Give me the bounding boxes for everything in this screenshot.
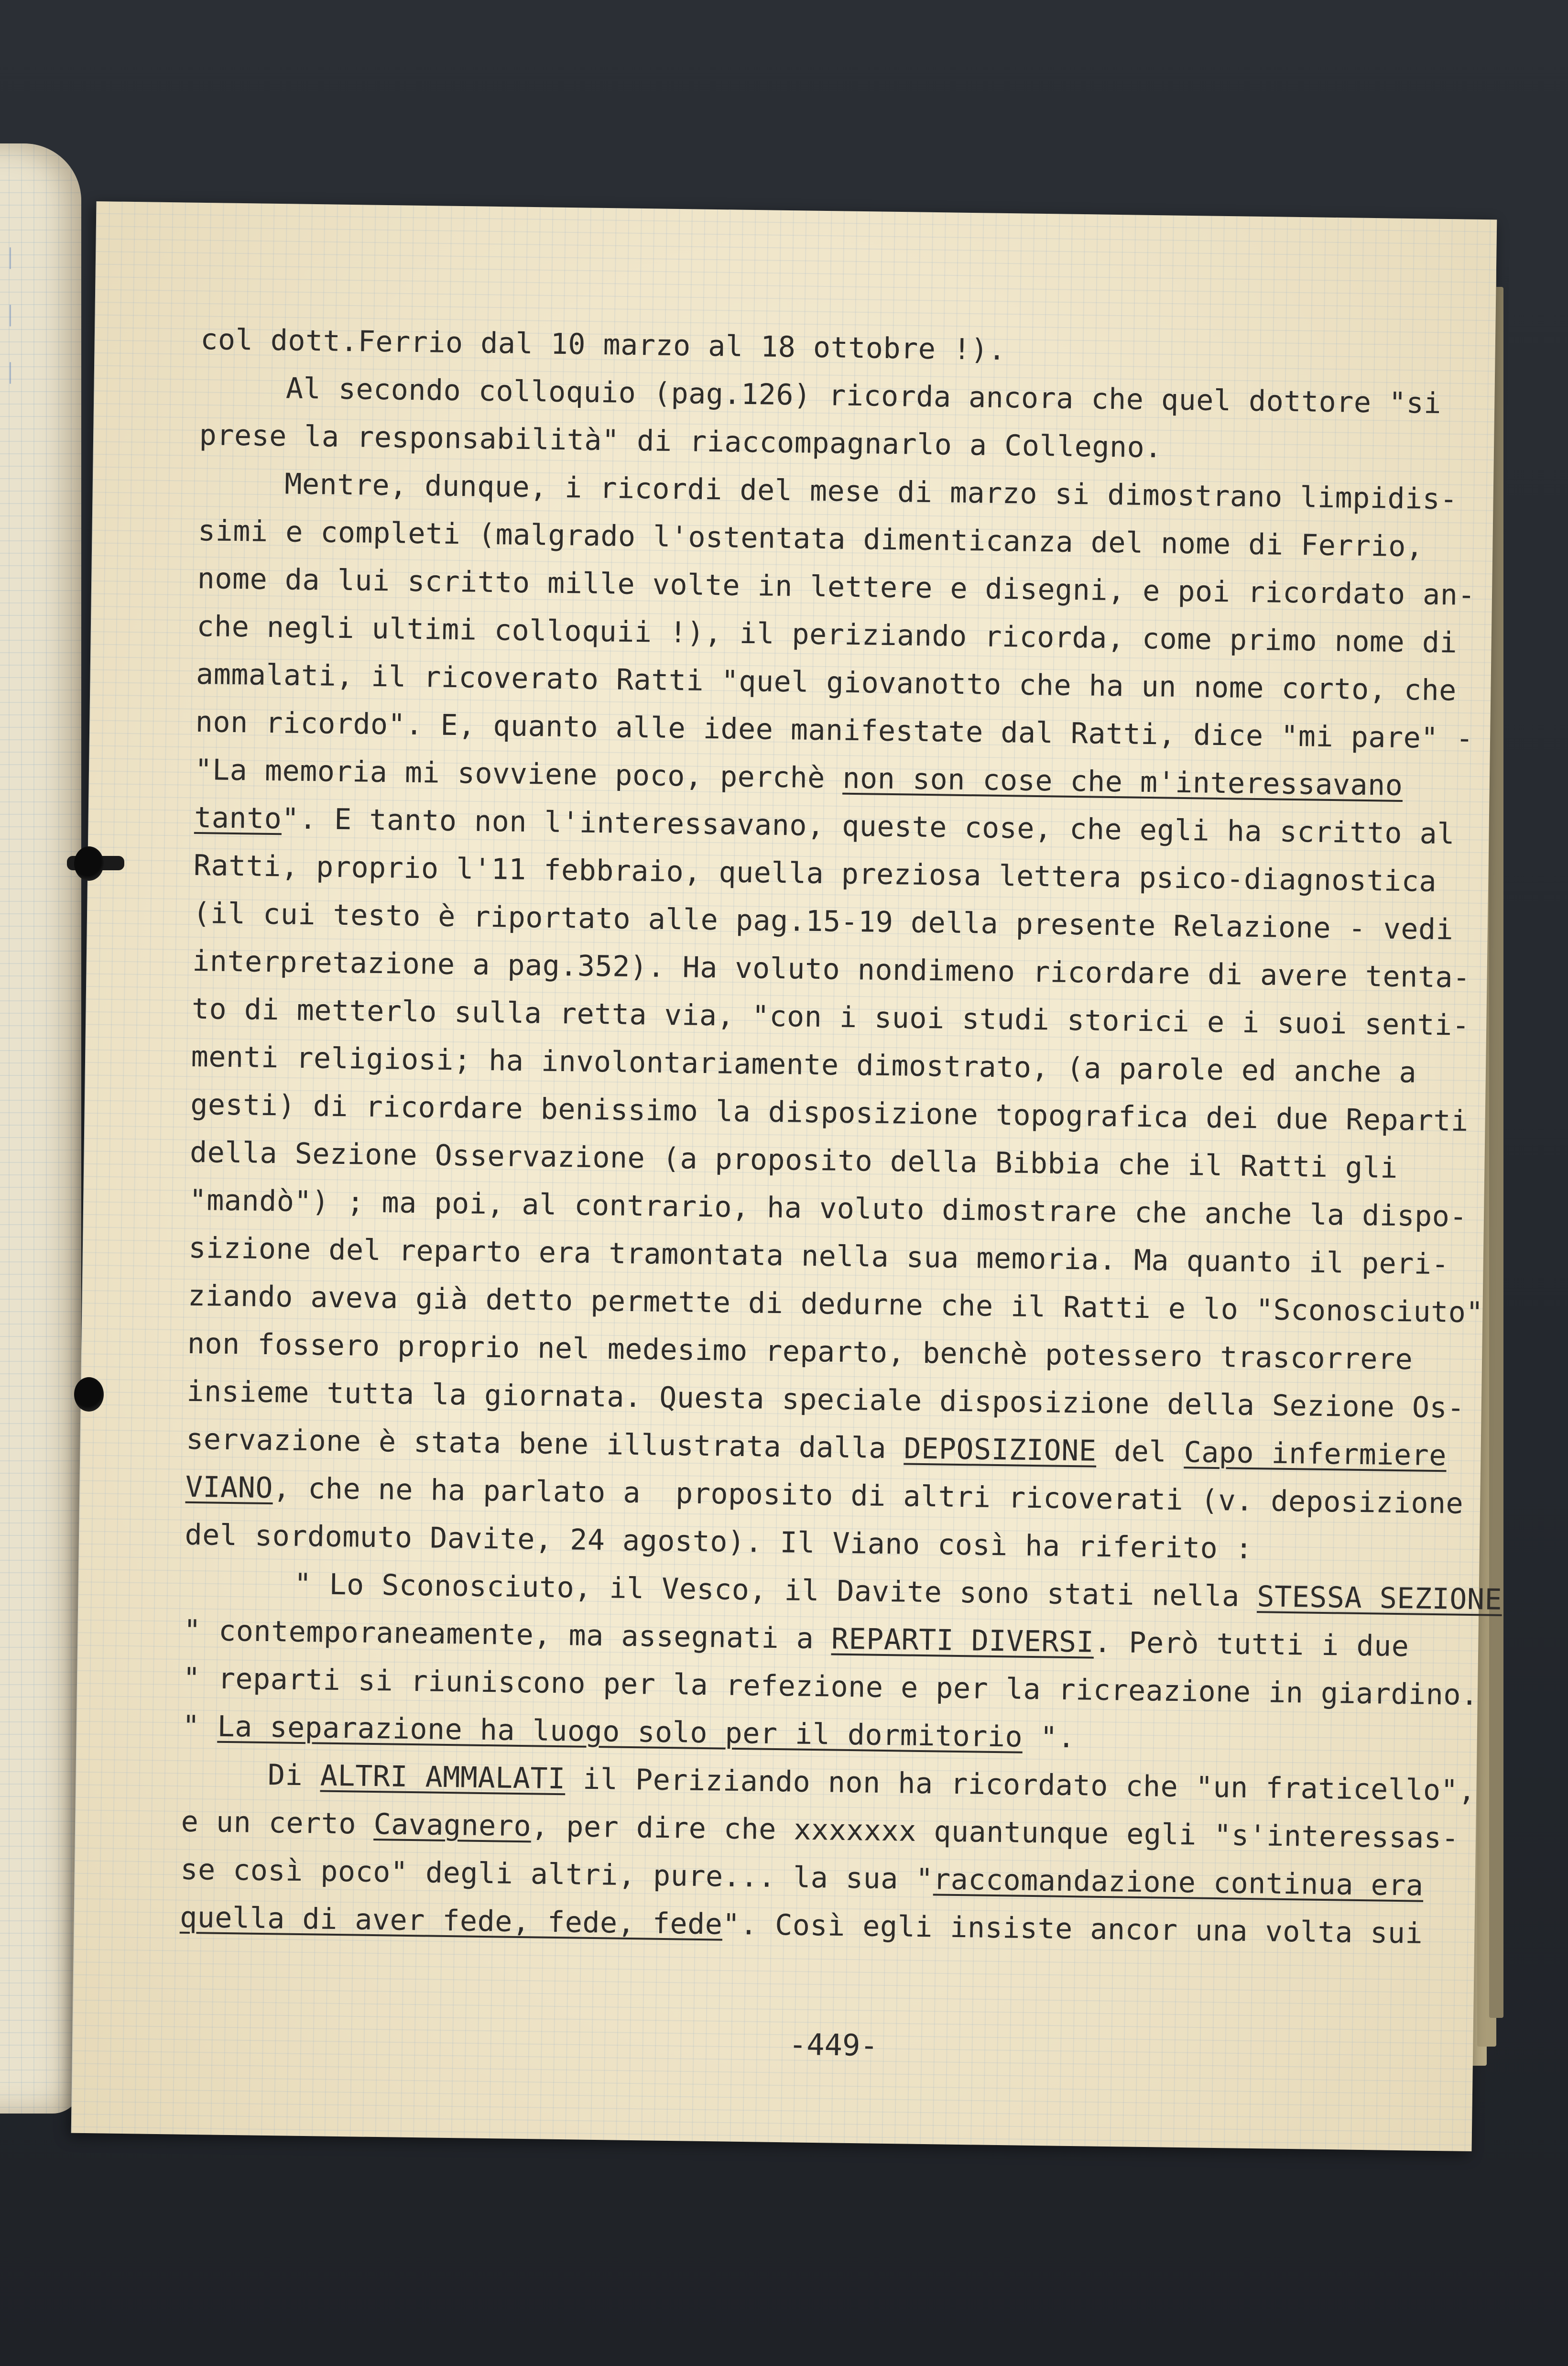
text-segment: gesti) di ricordare benissimo la disposizione topografica dei due Reparti <box>190 1087 1469 1138</box>
text-segment: non ricordo". E, quanto alle idee manifestate dal Ratti, dice "mi pare" - <box>195 705 1474 756</box>
underlined-text: quella di aver fede, fede, fede <box>179 1900 723 1941</box>
underlined-text: La separazione ha luogo solo per il dormitorio <box>217 1709 1023 1754</box>
underlined-text: ALTRI AMMALATI <box>320 1759 566 1796</box>
text-segment: insieme tutta la giornata. Questa speciale disposizione della Sezione Os- <box>186 1374 1465 1425</box>
text-segment: ". E tanto non l'interessavano, queste cose, che egli ha scritto al <box>281 802 1455 851</box>
text-segment: ziando aveva già detto permette di dedurne che il Ratti e lo "Sconosciuto" <box>187 1279 1484 1330</box>
text-segment: " <box>182 1709 218 1743</box>
text-segment: menti religiosi; ha involontariamente dimostrato, (a parole ed anche a <box>191 1040 1417 1090</box>
text-segment: Di <box>267 1758 321 1793</box>
text-segment: (il cui testo è riportato alle pag.15-19 della presente Relazione - vedi <box>193 896 1454 947</box>
underlined-text: non son cose che m'interessavano <box>842 761 1403 802</box>
text-segment: Ratti, proprio l'11 febbraio, quella preziosa lettera psico-diagnostica <box>193 848 1437 898</box>
text-segment: e un certo <box>181 1805 374 1841</box>
text-segment: . Però tutti i due <box>1093 1625 1409 1664</box>
text-segment: servazione è stata bene illustrata dalla <box>185 1422 904 1466</box>
left-page-mark: │ <box>5 305 16 326</box>
text-segment: ". <box>1022 1720 1076 1755</box>
text-segment: " reparti si riuniscono per la refezione e per la ricreazione in giardino. <box>183 1661 1479 1712</box>
underlined-text: raccomandazione continua era <box>933 1862 1424 1903</box>
text-segment: Al secondo colloquio (pag.126) ricorda ancora che quel dottore "si <box>285 372 1442 420</box>
text-segment: "La memoria mi sovviene poco, perchè <box>195 753 843 795</box>
text-segment: ammalati, il ricoverato Ratti "quel giovanotto che ha un nome corto, che <box>196 657 1457 708</box>
text-segment: col dott.Ferrio dal 10 marzo al 18 ottobre !). <box>200 322 1006 367</box>
page-number: -449- <box>788 2026 879 2063</box>
left-facing-page <box>0 143 81 2114</box>
underlined-text: Capo infermiere <box>1184 1435 1447 1473</box>
text-segment: prese la responsabilità" di riaccompagnarlo a Collegno. <box>199 418 1163 465</box>
text-segment: se così poco" degli altri, pure... la sua " <box>180 1852 934 1896</box>
underlined-text: STESSA SEZIONE <box>1256 1580 1503 1617</box>
underlined-text: REPARTI DIVERSI <box>831 1622 1094 1659</box>
underlined-text: tanto <box>194 800 282 836</box>
text-segment: interpretazione a pag.352). Ha voluto nondimeno ricordare di avere tenta- <box>192 944 1471 995</box>
left-page-marks <box>5 230 38 402</box>
typed-body-text <box>179 316 1503 1958</box>
punch-hole-icon <box>74 1377 104 1412</box>
punch-hole-icon <box>74 846 104 881</box>
text-segment: " Lo Sconosciuto, il Vesco, il Davite sono stati nella <box>294 1567 1257 1614</box>
text-segment: del sordomuto Davite, 24 agosto). Il Viano così ha riferito : <box>185 1518 1253 1566</box>
text-segment: ". Così egli insiste ancor una volta sui <box>722 1907 1423 1950</box>
underlined-text: VIANO <box>185 1470 273 1505</box>
text-segment: "mandò") ; ma poi, al contrario, ha voluto dimostrare che anche la dispo- <box>189 1183 1468 1234</box>
underlined-text: Cavagnero <box>373 1807 532 1843</box>
text-segment: sizione del reparto era tramontata nella sua memoria. Ma quanto il peri- <box>188 1231 1449 1282</box>
text-segment: " contemporaneamente, ma assegnati a <box>183 1613 832 1656</box>
text-segment: non fossero proprio nel medesimo reparto, benchè potessero trascorrere <box>187 1326 1413 1377</box>
text-segment: il Periziando non ha ricordato che "un fraticello", <box>565 1762 1476 1808</box>
text-segment: del <box>1096 1434 1185 1469</box>
text-segment: della Sezione Osservazione (a proposito della Bibbia che il Ratti gli <box>189 1135 1398 1185</box>
left-page-mark: │ <box>5 248 16 269</box>
text-segment: to di metterlo sulla retta via, "con i suoi studi storici e i suoi senti- <box>191 992 1470 1042</box>
text-segment: Mentre, dunque, i ricordi del mese di marzo si dimostrano limpidis- <box>284 467 1458 516</box>
text-segment: , per dire che xxxxxxx quantunque egli "s'interessas- <box>531 1809 1459 1855</box>
left-page-mark: │ <box>5 362 16 383</box>
text-segment: simi e completi (malgrado l'ostentata dimenticanza del nome di Ferrio, <box>197 514 1424 564</box>
text-segment: , che ne ha parlato a proposito di altri ricoverati (v. deposizione <box>272 1471 1464 1521</box>
text-segment: nome da lui scritto mille volte in lettere e disegni, e poi ricordato an- <box>197 561 1476 612</box>
text-segment: che negli ultimi colloquii !), il periziando ricorda, come primo nome di <box>196 609 1458 660</box>
underlined-text: DEPOSIZIONE <box>904 1432 1097 1468</box>
